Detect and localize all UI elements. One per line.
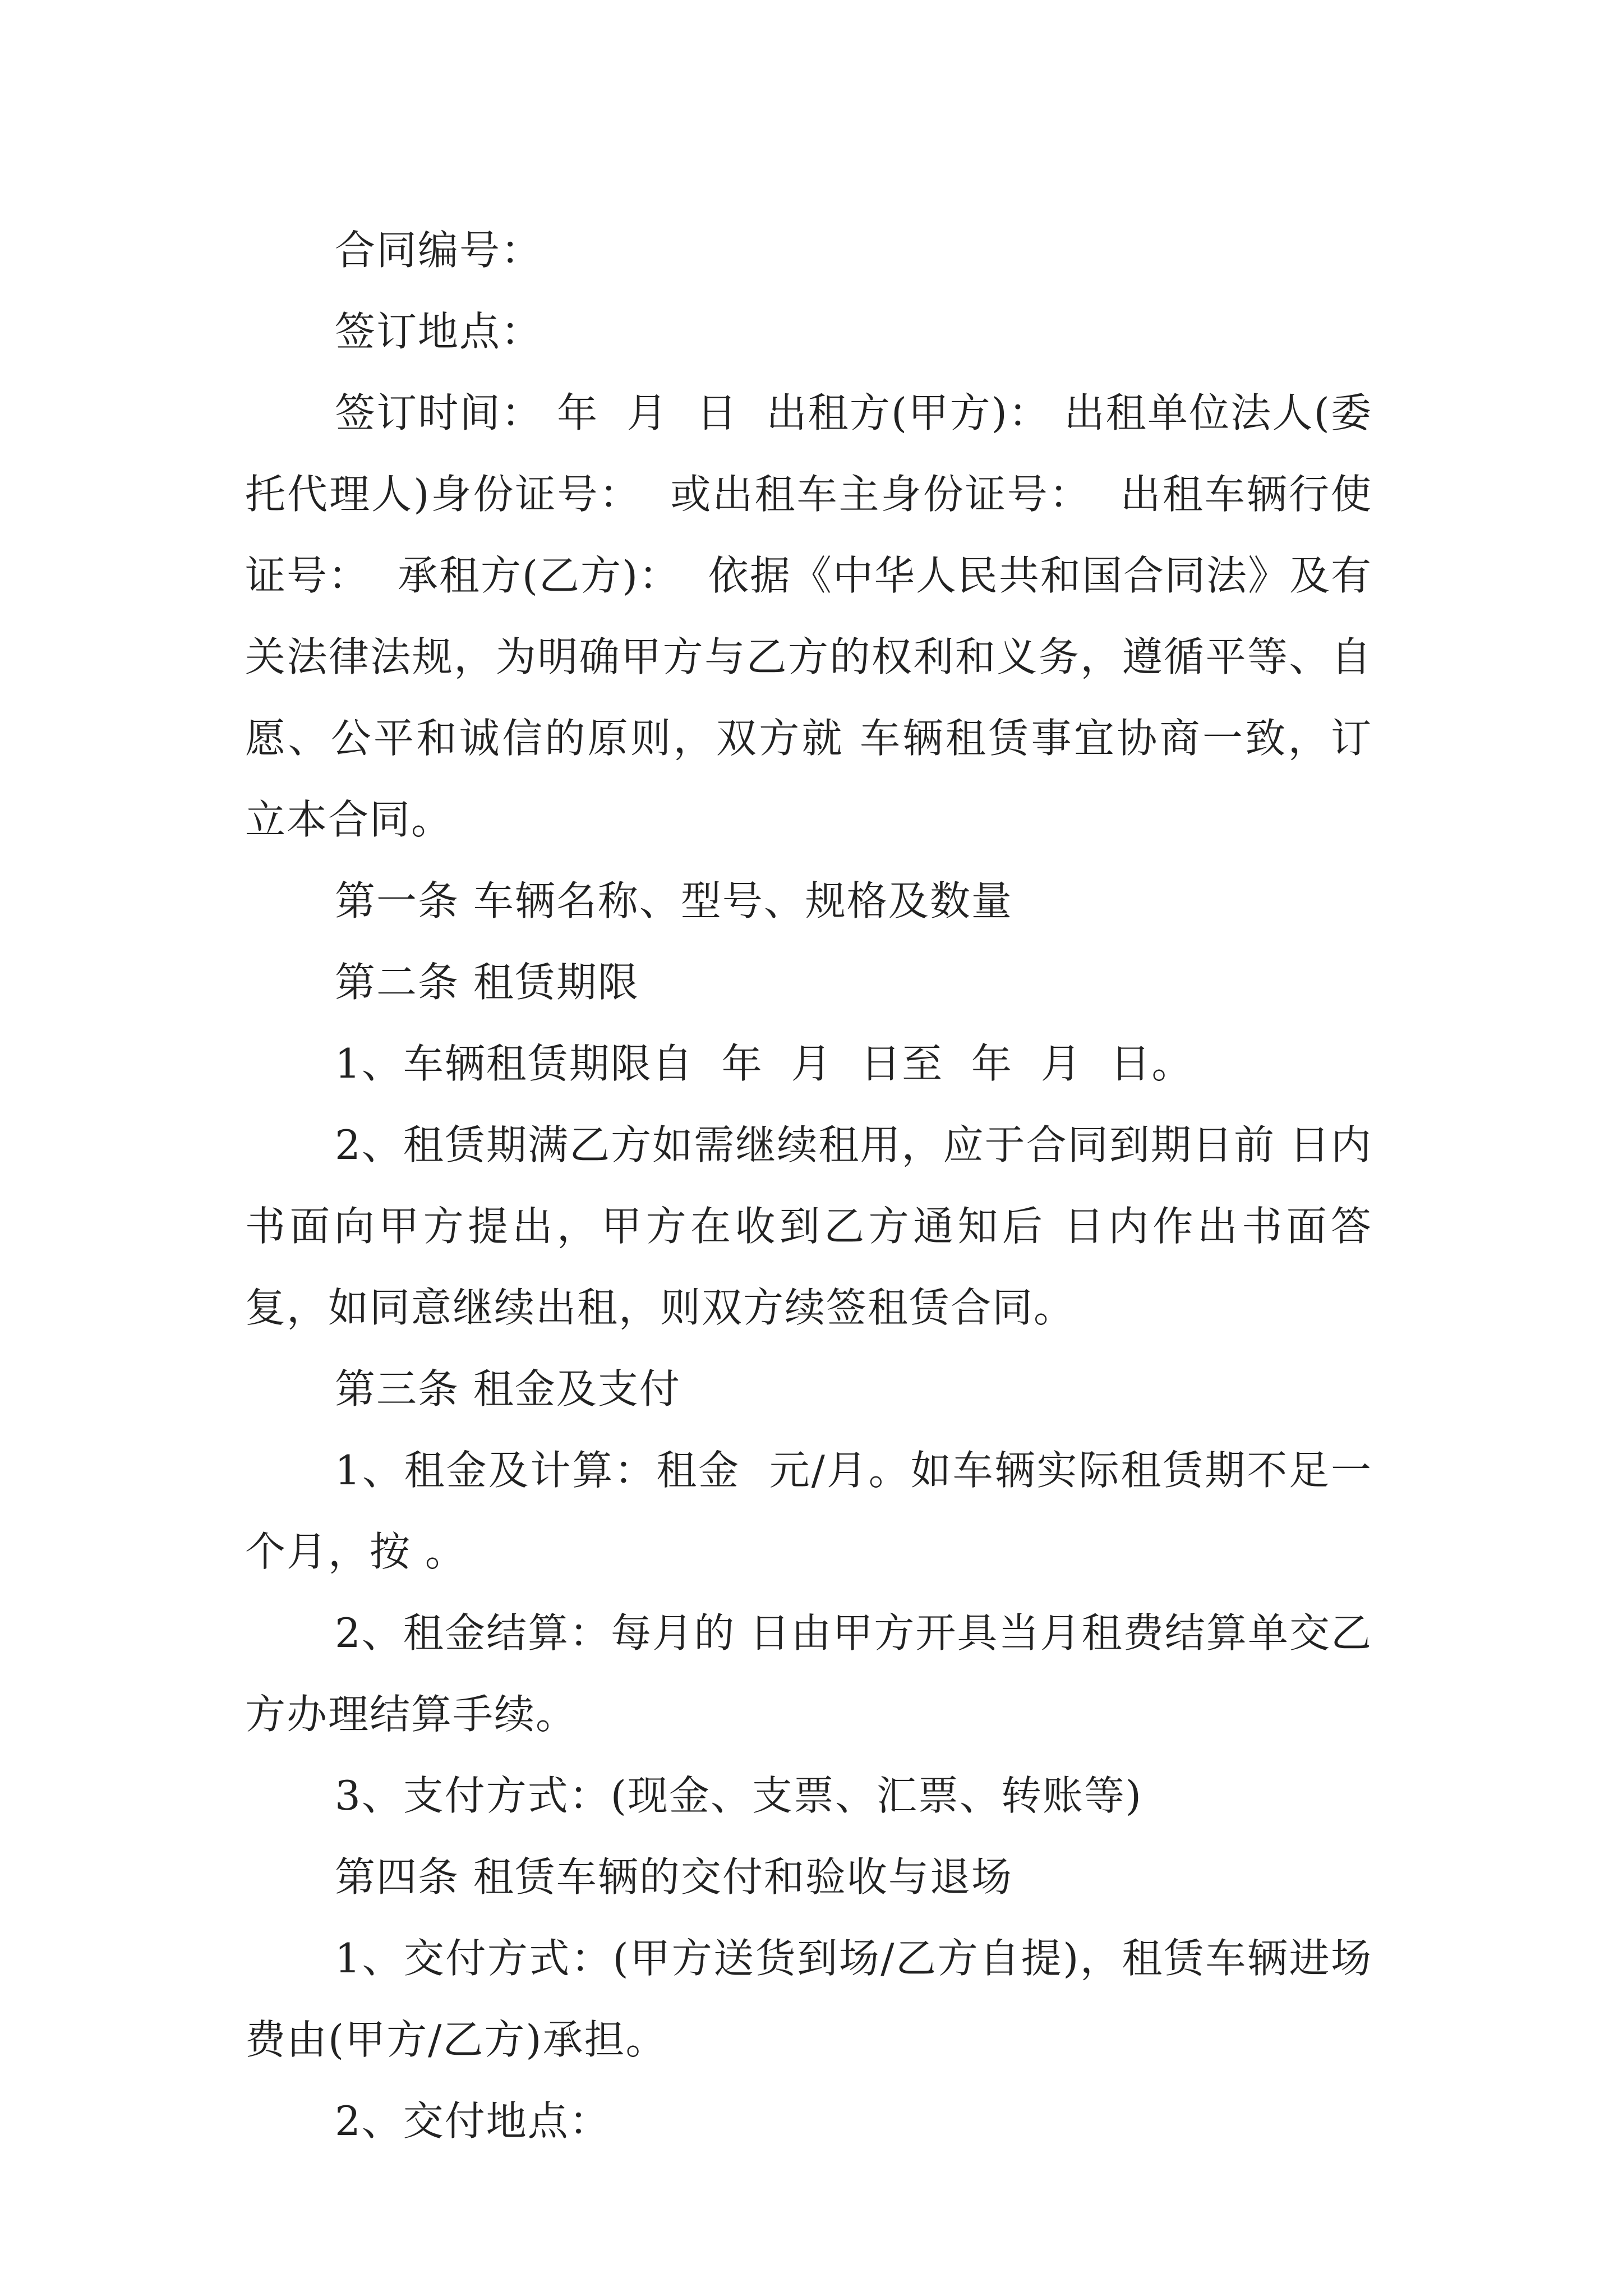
article-4-clause-1: 1、交付方式：(甲方送货到场/乙方自提)，租赁车辆进场费由(甲方/乙方)承担。	[245, 1935, 1372, 2063]
contract-body	[245, 210, 1372, 2162]
preamble-paragraph: 签订时间： 年 月 日 出租方(甲方)： 出租单位法人(委托代理人)身份证号： 或出租车主身份证号： 出租车辆行使证号： 承租方(乙方)： 依据《中华人民共和国合同法》及有关法律法规，为明确甲方与乙方的权利和义务，遵循平等、自愿、公平和诚信的原则，双方就 车辆租赁事宜协商一致，订立本合同。	[245, 389, 1372, 843]
article-3-heading: 第三条 租金及支付	[335, 1365, 681, 1412]
article-4-heading: 第四条 租赁车辆的交付和验收与退场	[335, 1853, 1013, 1901]
article-2-clause-1: 1、车辆租赁期限自 年 月 日至 年 月 日。	[335, 1040, 1193, 1087]
article-3-clause-3: 3、支付方式：(现金、支票、汇票、转账等)	[335, 1772, 1142, 1819]
article-4-clause-2: 2、交付地点：	[335, 2097, 611, 2145]
article-3-clause-2: 2、租金结算：每月的 日由甲方开具当月租费结算单交乙方办理结算手续。	[245, 1609, 1372, 1738]
article-1-heading: 第一条 车辆名称、型号、规格及数量	[335, 877, 1013, 924]
article-2-heading: 第二条 租赁期限	[335, 959, 639, 1006]
signing-place-line: 签订地点：	[335, 308, 543, 355]
contract-number-line: 合同编号：	[335, 227, 543, 274]
article-2-clause-2: 2、租赁期满乙方如需继续租用，应于合同到期日前 日内书面向甲方提出，甲方在收到乙方通知后 日内作出书面答复，如同意继续出租，则双方续签租赁合同。	[245, 1121, 1372, 1331]
article-3-clause-1: 1、租金及计算：租金 元/月。如车辆实际租赁期不足一个月，按 。	[245, 1447, 1372, 1575]
